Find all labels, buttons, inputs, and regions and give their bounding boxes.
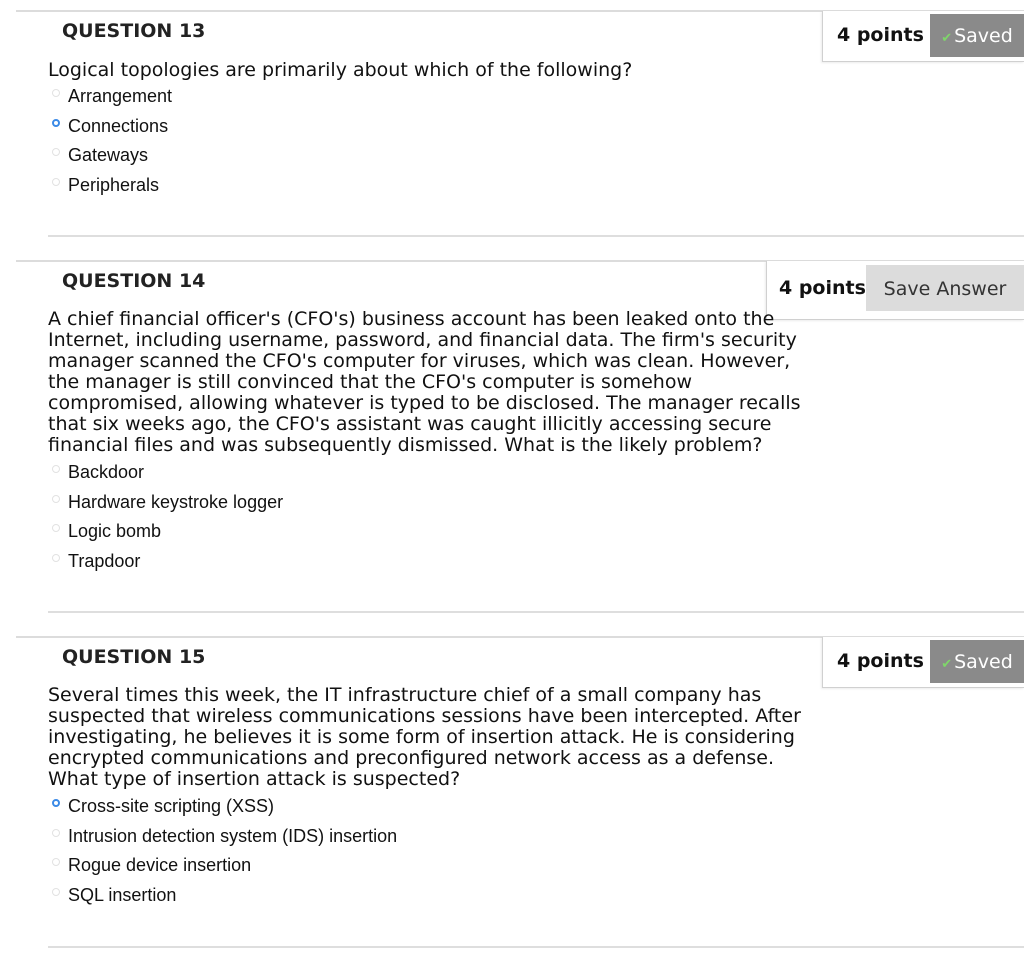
answer-label[interactable]: Logic bomb	[68, 521, 162, 541]
question-prompt: Several times this week, the IT infrastructure chief of a small company has suspected that wireless communications sessions have been intercepted. After investigating, he believes it is some form of insertion attack. He is considering encrypted communications and preconfigured network access as a defense. What type of insertion attack is suspected?	[48, 684, 801, 790]
answer-label[interactable]: Connections	[68, 115, 169, 136]
question-divider	[48, 611, 1024, 613]
radio-button-selected[interactable]	[52, 119, 60, 127]
saved-label: Saved	[954, 25, 1013, 47]
saved-button[interactable]	[930, 14, 1024, 57]
question-divider	[48, 235, 1024, 237]
check-icon: ✔	[941, 31, 953, 46]
radio-button[interactable]	[52, 524, 60, 532]
question-title: QUESTION 14	[62, 270, 206, 292]
answer-label[interactable]: Hardware keystroke logger	[68, 491, 284, 512]
question-title: QUESTION 13	[62, 20, 206, 42]
question-15	[0, 626, 1024, 960]
answer-label[interactable]: Intrusion detection system (IDS) insertion	[68, 825, 398, 846]
points-label: 4 points	[837, 24, 924, 46]
radio-button[interactable]	[52, 178, 60, 186]
radio-button[interactable]	[52, 89, 60, 97]
radio-button[interactable]	[52, 148, 60, 156]
question-title: QUESTION 15	[62, 646, 206, 668]
answer-label[interactable]: SQL insertion	[68, 884, 177, 905]
points-box	[766, 261, 1024, 320]
answer-label[interactable]: Trapdoor	[68, 550, 141, 571]
points-box	[822, 637, 1024, 688]
question-13	[0, 0, 1024, 240]
question-prompt: A chief financial officer's (CFO's) business account has been leaked onto the Internet, including username, password, and financial data. The firm's security manager scanned the CFO's computer for viruses, which was clean. However, the manager is still convinced that the CFO's computer is somehow compromised, allowing whatever is typed to be disclosed. The manager recalls that six weeks ago, the CFO's assistant was caught illicitly accessing secure financial files and was subsequently dismissed. What is the likely problem?	[48, 308, 801, 456]
points-box	[822, 11, 1024, 62]
points-label: 4 points	[837, 650, 924, 672]
answer-label[interactable]: Rogue device insertion	[68, 855, 252, 875]
question-14	[0, 250, 1024, 620]
answer-label[interactable]: Cross-site scripting (XSS)	[68, 796, 275, 816]
saved-label: Saved	[954, 651, 1013, 673]
points-label: 4 points	[779, 277, 866, 299]
radio-button[interactable]	[52, 495, 60, 503]
question-prompt: Logical topologies are primarily about which of the following?	[48, 59, 633, 81]
radio-button[interactable]	[52, 888, 60, 896]
radio-button-selected[interactable]	[52, 799, 60, 807]
radio-button[interactable]	[52, 829, 60, 837]
check-icon: ✔	[941, 657, 953, 672]
saved-button[interactable]	[930, 640, 1024, 683]
save-answer-button[interactable]: Save Answer	[866, 265, 1024, 311]
question-divider	[48, 946, 1024, 948]
radio-button[interactable]	[52, 465, 60, 473]
answer-label[interactable]: Backdoor	[68, 462, 145, 482]
answer-label[interactable]: Peripherals	[68, 174, 160, 195]
radio-button[interactable]	[52, 858, 60, 866]
answer-label[interactable]: Gateways	[68, 145, 149, 165]
answer-label[interactable]: Arrangement	[68, 86, 173, 106]
radio-button[interactable]	[52, 554, 60, 562]
